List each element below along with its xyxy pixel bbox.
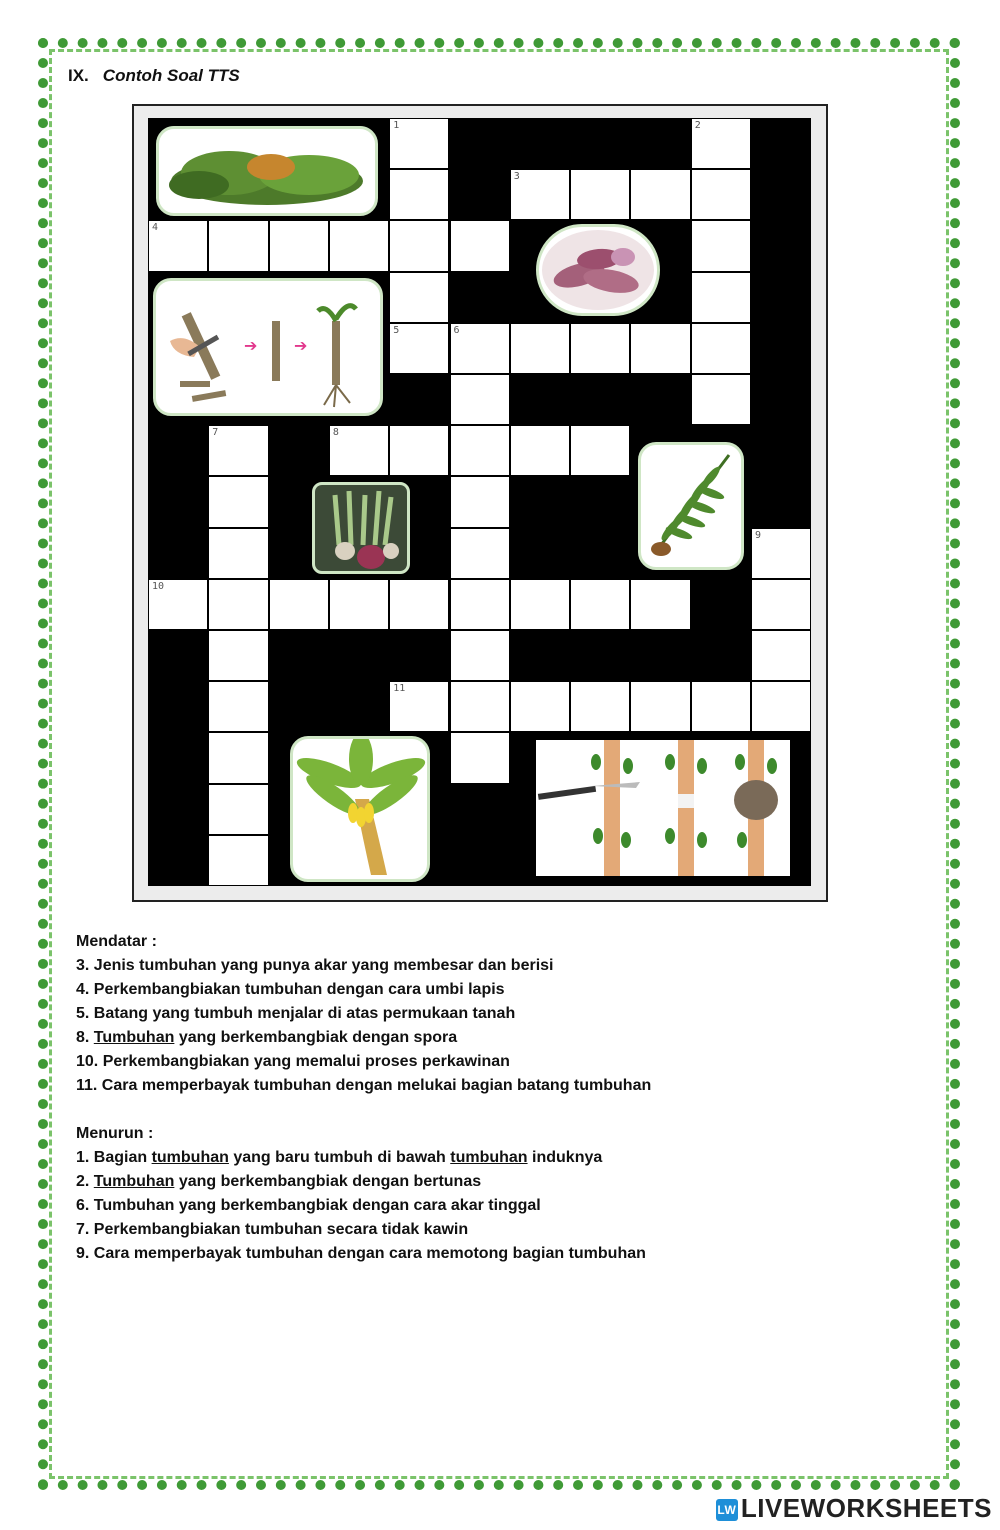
crossword-cell[interactable] [451, 631, 509, 680]
crossword-cell[interactable] [752, 580, 810, 629]
crossword-cell[interactable] [692, 221, 750, 270]
moss-picture [156, 126, 378, 216]
crossword-cell[interactable] [390, 580, 448, 629]
crossword-cell[interactable] [390, 221, 448, 270]
across-clue [76, 978, 651, 1002]
onion-picture [312, 482, 410, 574]
crossword-cell[interactable] [209, 529, 267, 578]
crossword-cell[interactable] [330, 221, 388, 270]
crossword-cell[interactable] [571, 170, 629, 219]
crossword-cell[interactable] [149, 221, 207, 270]
crossword-cell[interactable] [390, 682, 448, 731]
down-clue [76, 1242, 651, 1266]
crossword-cell[interactable] [511, 170, 569, 219]
fern-picture [638, 442, 744, 570]
crossword-cell[interactable] [209, 836, 267, 885]
crossword-cell[interactable] [752, 682, 810, 731]
clue-number: 8 [332, 427, 339, 439]
crossword-cell[interactable] [390, 324, 448, 373]
crossword-cell[interactable] [692, 682, 750, 731]
clue-text: 8. [76, 1029, 94, 1046]
across-clue [76, 1050, 651, 1074]
grafting-picture [536, 740, 790, 876]
down-clues [76, 1146, 651, 1266]
down-clue [76, 1146, 651, 1170]
across-clue [76, 954, 651, 978]
across-clue [76, 1002, 651, 1026]
crossword-cell[interactable] [631, 324, 689, 373]
crossword-cell[interactable] [451, 733, 509, 782]
across-clue [76, 1026, 651, 1050]
crossword-cell[interactable] [209, 733, 267, 782]
crossword-cell[interactable] [209, 631, 267, 680]
clue-number: 5 [393, 324, 400, 336]
clue-number: 11 [393, 683, 406, 695]
clue-number: 7 [212, 427, 219, 439]
crossword-cell[interactable] [511, 426, 569, 475]
crossword-cell[interactable] [631, 170, 689, 219]
down-clue [76, 1170, 651, 1194]
clue-text: 10. Perkembangbiakan yang memalui proses perkawinan [76, 1053, 510, 1070]
crossword-cell[interactable] [511, 580, 569, 629]
crossword-cell[interactable] [390, 170, 448, 219]
crossword-cell[interactable] [209, 785, 267, 834]
crossword-cell[interactable] [270, 580, 328, 629]
logo-text: LIVEWORKSHEETS [740, 1493, 992, 1523]
crossword-cell[interactable] [330, 580, 388, 629]
crossword-cell[interactable] [571, 324, 629, 373]
crossword-cell[interactable] [511, 324, 569, 373]
crossword-cell[interactable] [451, 221, 509, 270]
section-heading [68, 66, 240, 86]
clue-text: 9. Cara memperbayak tumbuhan dengan cara memotong bagian tumbuhan [76, 1245, 646, 1262]
clue-text: 6. Tumbuhan yang berkembangbiak dengan cara akar tinggal [76, 1197, 541, 1214]
crossword-cell[interactable] [209, 426, 267, 475]
crossword-cell[interactable] [451, 580, 509, 629]
crossword-cell[interactable] [451, 529, 509, 578]
clue-text: 1. Bagian [76, 1149, 152, 1166]
crossword-cell[interactable] [692, 324, 750, 373]
across-clues [76, 954, 651, 1098]
clue-list [76, 930, 651, 1266]
crossword-cell[interactable] [209, 221, 267, 270]
clue-text: 11. Cara memperbayak tumbuhan dengan melukai bagian batang tumbuhan [76, 1077, 652, 1094]
clue-text: Tumbuhan [93, 1173, 175, 1190]
crossword-grid [148, 118, 811, 886]
clue-text: Tumbuhan [93, 1029, 175, 1046]
crossword-cell[interactable] [209, 682, 267, 731]
section-title: Contoh Soal TTS [102, 66, 240, 85]
clue-text: 3. Jenis tumbuhan yang punya akar yang membesar dan berisi [76, 957, 554, 974]
logo-mark-icon: LW [716, 1499, 738, 1521]
clue-text: yang berkembangbiak dengan spora [174, 1029, 458, 1046]
crossword-cell[interactable] [692, 119, 750, 168]
crossword-cell[interactable] [571, 580, 629, 629]
crossword-cell[interactable] [571, 426, 629, 475]
clue-number: 4 [152, 222, 159, 234]
clue-text: yang baru tumbuh di bawah [228, 1149, 451, 1166]
clue-text: induknya [527, 1149, 603, 1166]
clue-number: 6 [453, 324, 460, 336]
clue-text: 2. [76, 1173, 94, 1190]
crossword-cell[interactable] [692, 273, 750, 322]
crossword-cell[interactable] [451, 477, 509, 526]
crossword-cell[interactable] [209, 477, 267, 526]
stem-cutting-picture [153, 278, 383, 416]
crossword-cell[interactable] [451, 375, 509, 424]
clue-text: 7. Perkembangbiakan tumbuhan secara tidak kawin [76, 1221, 469, 1238]
clue-number: 10 [152, 580, 165, 592]
svg-text:➔: ➔ [294, 336, 308, 355]
clue-text: yang berkembangbiak dengan bertunas [174, 1173, 482, 1190]
crossword-cell[interactable] [451, 324, 509, 373]
clue-number: 2 [694, 120, 701, 131]
crossword-cell[interactable] [451, 682, 509, 731]
clue-number: 3 [513, 171, 520, 183]
clue-number: 9 [755, 529, 762, 541]
down-clue [76, 1194, 651, 1218]
section-number: IX. [68, 66, 89, 85]
clue-text: 5. Batang yang tumbuh menjalar di atas permukaan tanah [76, 1005, 516, 1022]
crossword-cell[interactable] [752, 529, 810, 578]
crossword-cell[interactable] [330, 426, 388, 475]
svg-text:➔: ➔ [244, 336, 258, 355]
crossword-cell[interactable] [270, 221, 328, 270]
across-title: Mendatar : [76, 933, 157, 950]
crossword-cell[interactable] [149, 580, 207, 629]
crossword-cell[interactable] [451, 426, 509, 475]
crossword-cell[interactable] [692, 170, 750, 219]
clue-text: tumbuhan [450, 1149, 528, 1166]
across-clue [76, 1074, 651, 1098]
crossword-cell[interactable] [631, 580, 689, 629]
crossword-cell[interactable] [692, 375, 750, 424]
clue-text: tumbuhan [151, 1149, 229, 1166]
down-title: Menurun : [76, 1125, 154, 1142]
clue-text: 4. Perkembangbiakan tumbuhan dengan cara umbi lapis [76, 981, 505, 998]
crossword-cell[interactable] [390, 426, 448, 475]
crossword-cell[interactable] [752, 631, 810, 680]
sweet-potato-picture [536, 224, 660, 316]
crossword-cell[interactable] [511, 682, 569, 731]
crossword-cell[interactable] [209, 580, 267, 629]
liveworksheets-logo[interactable] [716, 1493, 992, 1524]
banana-tree-picture [290, 736, 430, 882]
crossword-cell[interactable] [390, 119, 448, 168]
clue-number: 1 [393, 120, 400, 131]
down-clue [76, 1218, 651, 1242]
crossword-cell[interactable] [631, 682, 689, 731]
crossword-cell[interactable] [571, 682, 629, 731]
crossword-cell[interactable] [390, 273, 448, 322]
